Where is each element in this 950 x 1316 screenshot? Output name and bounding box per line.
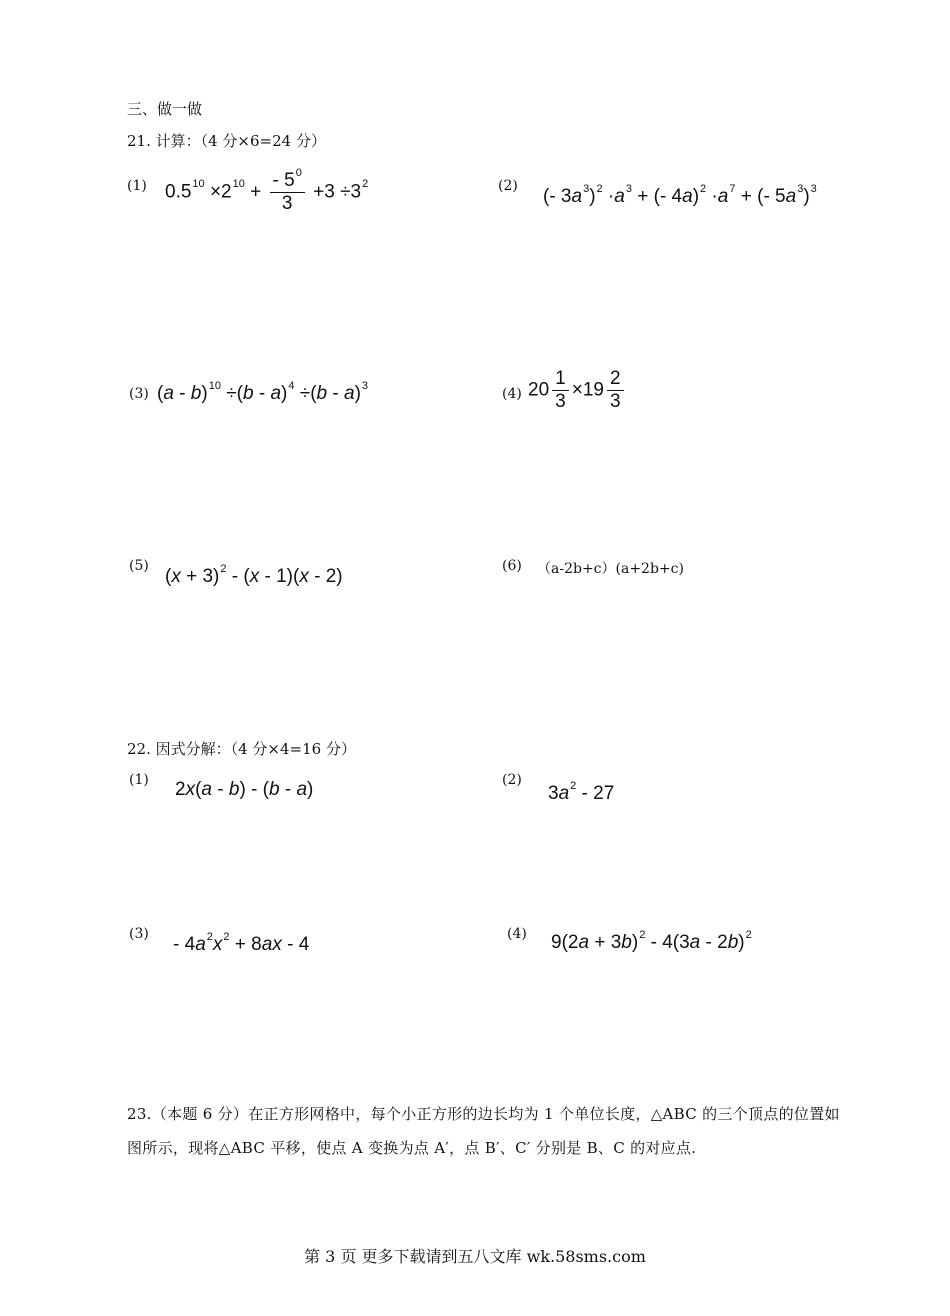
fraction: $\frac{2}{3}$ xyxy=(607,368,624,413)
q21-label-4: (4) xyxy=(502,386,522,402)
q21-label-3: (3) xyxy=(129,386,149,402)
q22-problem-2: $3a^2 - 27$ xyxy=(548,779,615,804)
q22-problem-3: - $4a^2x^2 + 8ax - 4$ xyxy=(173,930,310,955)
q22-problem-4: $9(2a + 3b)^2 - 4(3a - 2b)^2$ xyxy=(551,928,752,953)
q22-label-2: (2) xyxy=(502,772,522,788)
q22-label-4: (4) xyxy=(507,926,527,942)
fraction: $\frac{- 5^0}{3}$ xyxy=(270,170,305,215)
q22-title: 22. 因式分解：（4 分×4=16 分） xyxy=(127,740,356,758)
q22-label-1: (1) xyxy=(129,772,149,788)
q21-problem-3: (a - b)$^{10}$ ÷(b - a)$^4$ ÷(b - a)$^3$ xyxy=(157,379,369,404)
section-heading: 三、做一做 xyxy=(127,100,203,118)
q21-label-6: (6) xyxy=(502,558,522,574)
q21-label-1: (1) xyxy=(127,178,147,194)
q21-problem-5: $(x + 3)^2 - (x - 1)(x - 2)$ xyxy=(165,562,343,587)
q22-problem-1: 2x(a - b) - (b - a) xyxy=(175,779,314,800)
q21-label-5: (5) xyxy=(129,558,149,574)
q21-title: 21. 计算：（4 分×6=24 分） xyxy=(127,132,326,150)
q21-problem-1: $0.5^{10} \times 2^{10}$ + $\frac{- 5^0}{3}$ $+3 \div 3^2$ xyxy=(165,166,369,214)
q22-label-3: (3) xyxy=(129,926,149,942)
q21-label-2: (2) xyxy=(498,178,518,194)
q21-problem-2: (- $3a^3)^2 \cdot a^3$ + (- $4a)^2 \cdot a^7$ + (- $5a^3)^3$ xyxy=(543,182,817,207)
fraction: $\frac{1}{3}$ xyxy=(552,368,569,413)
q21-problem-6: （a-2b+c）(a+2b+c) xyxy=(537,561,684,577)
q23-text: 23.（本题 6 分）在正方形网格中，每个小正方形的边长均为 1 个单位长度，△ABC 的三个顶点的位置如图所示，现将△ABC 平移，使点 A 变换为点 A′，点 B′、C′ 分别是 B、C 的对应点. xyxy=(127,1105,840,1157)
page-footer: 第 3 页 更多下载请到五八文库 wk.58sms.com xyxy=(304,1247,646,1266)
q21-problem-4: 20 $\frac{1}{3}$ ×19 $\frac{2}{3}$ xyxy=(528,368,627,413)
